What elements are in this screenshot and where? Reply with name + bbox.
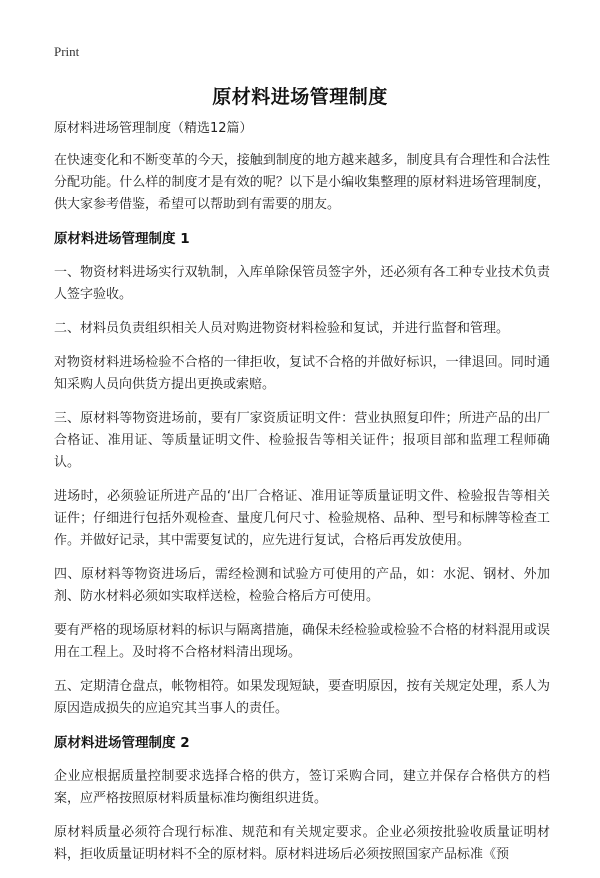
paragraph: 一、物资材料进场实行双轨制，入库单除保管员签字外，还必须有各工种专业技术负责人签字验收。	[54, 265, 550, 302]
print-link[interactable]: Print	[54, 44, 80, 59]
section-heading-2: 原材料进场管理制度 2	[54, 735, 190, 751]
paragraph: 进场时，必须验证所进产品的‘出厂合格证、准用证等质量证明文件、检验报告等相关证件；仔细进行包括外观检查、量度几何尺寸、检验规格、品种、型号和标牌等检查工作。并做好记录，其中需要复试的，应先进行复试，合格后再发放使用。	[54, 489, 550, 548]
paragraph: 三、原材料等物资进场前，要有厂家资质证明文件：营业执照复印件；所进产品的出厂合格证、准用证、等质量证明文件、检验报告等相关证件；报项目部和监理工程师确认。	[54, 411, 550, 470]
section-heading-1: 原材料进场管理制度 1	[54, 231, 190, 247]
paragraph: 企业应根据质量控制要求选择合格的供方，签订采购合同，建立并保存合格供方的档案，应严格按照原材料质量标准均衡组织进货。	[54, 769, 550, 806]
paragraph: 四、原材料等物资进场后，需经检测和试验方可使用的产品，如：水泥、钢材、外加剂、防水材料必须如实取样送检，检验合格后方可使用。	[54, 567, 550, 604]
document-title: 原材料进场管理制度	[212, 86, 388, 108]
paragraph: 对物资材料进场检验不合格的一律拒收，复试不合格的并做好标识，一律退回。同时通知采购人员向供货方提出更换或索赔。	[54, 355, 550, 392]
paragraph: 原材料质量必须符合现行标准、规范和有关规定要求。企业必须按批验收质量证明材料，拒收质量证明材料不全的原材料。原材料进场后必须按照国家产品标准《预	[54, 825, 550, 862]
document-subtitle: 原材料进场管理制度（精选12篇）	[54, 121, 253, 136]
intro-paragraph: 在快速变化和不断变革的今天，接触到制度的地方越来越多，制度具有合理性和合法性分配功能。什么样的制度才是有效的呢？以下是小编收集整理的原材料进场管理制度，供大家参考借鉴，希望可以帮助到有需要的朋友。	[54, 153, 550, 212]
paragraph: 二、材料员负责组织相关人员对购进物资材料检验和复试，并进行监督和管理。	[54, 321, 510, 336]
document-body	[54, 118, 550, 878]
paragraph: 要有严格的现场原材料的标识与隔离措施，确保未经检验或检验不合格的材料混用或误用在工程上。及时将不合格材料清出现场。	[54, 623, 550, 660]
paragraph: 五、定期清仓盘点，帐物相符。如果发现短缺，要查明原因，按有关规定处理，系人为原因造成损失的应追究其当事人的责任。	[54, 679, 550, 716]
